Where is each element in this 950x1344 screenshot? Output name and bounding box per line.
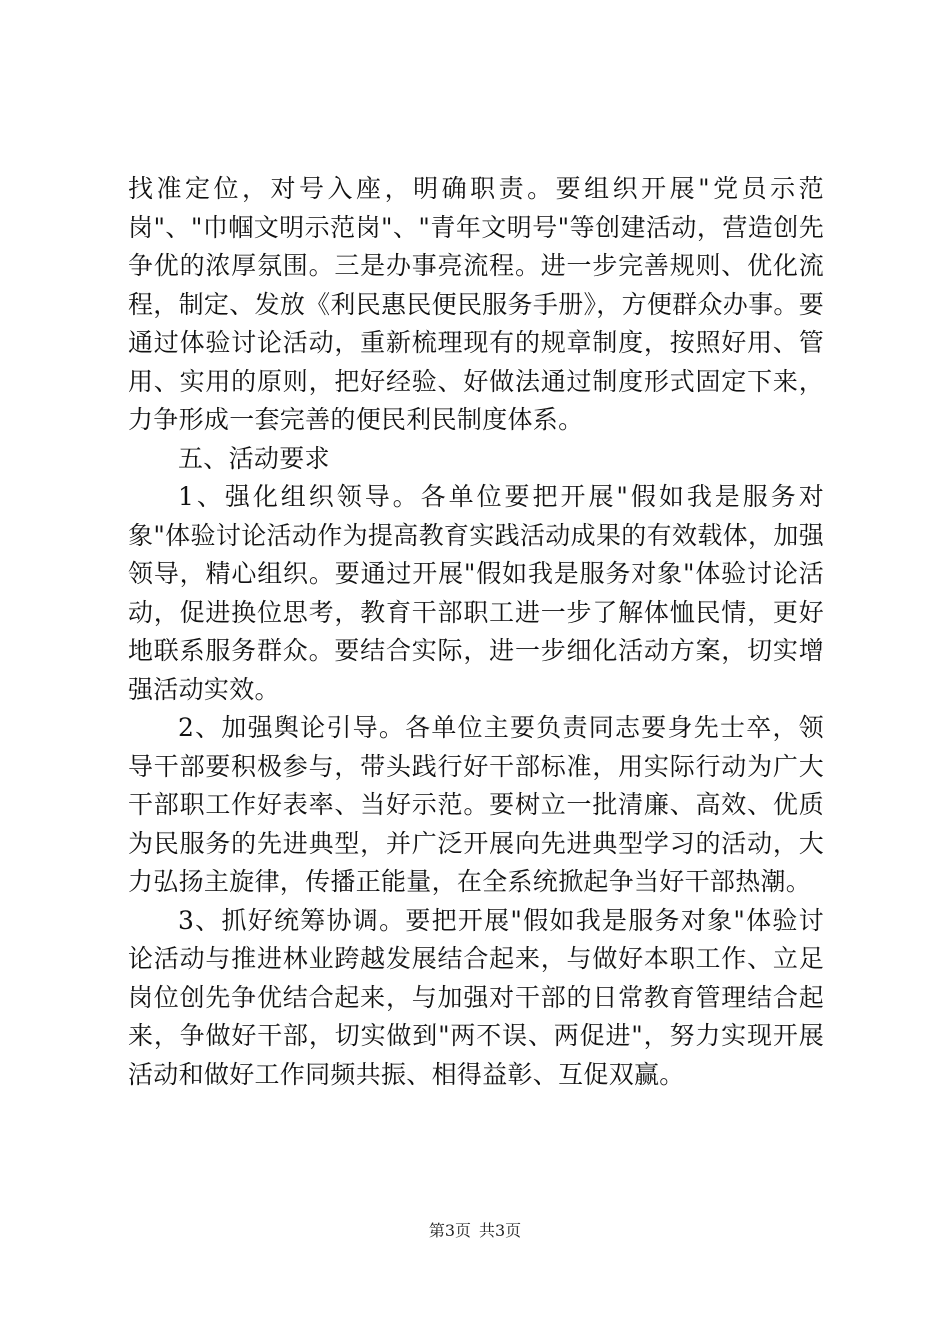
page-total: 共3页 bbox=[479, 1221, 522, 1240]
paragraph-requirement-2: 2、加强舆论引导。各单位主要负责同志要身先士卒，领导干部要积极参与，带头践行好干部标准，用实际行动为广大干部职工作好表率、当好示范。要树立一批清廉、高效、优质为民服务的先进典型，并广泛开展向先进典型学习的活动，大力弘扬主旋律，传播正能量，在全系统掀起争当好干部热潮。 bbox=[128, 713, 824, 896]
page-footer bbox=[0, 1218, 950, 1241]
paragraph-requirement-3: 3、抓好统筹协调。要把开展"假如我是服务对象"体验讨论活动与推进林业跨越发展结合起来，与做好本职工作、立足岗位创先争优结合起来，与加强对干部的日常教育管理结合起来，争做好干部，切实做到"两不误、两促进"，努力实现开展活动和做好工作同频共振、相得益彰、互促双赢。 bbox=[128, 905, 824, 1089]
paragraph-requirement-1: 1、强化组织领导。各单位要把开展"假如我是服务对象"体验讨论活动作为提高教育实践活动成果的有效载体，加强领导，精心组织。要通过开展"假如我是服务对象"体验讨论活动，促进换位思考，教育干部职工进一步了解体恤民情，更好地联系服务群众。要结合实际，进一步细化活动方案，切实增强活动实效。 bbox=[128, 482, 824, 704]
page-number: 第3页 bbox=[428, 1221, 471, 1240]
document-body bbox=[128, 170, 824, 1094]
section-heading: 五、活动要求 bbox=[178, 443, 330, 473]
paragraph-continuation: 找准定位，对号入座，明确职责。要组织开展"党员示范岗"、"巾帼文明示范岗"、"青年文明号"等创建活动，营造创先争优的浓厚氛围。三是办事亮流程。进一步完善规则、优化流程，制定、发放《利民惠民便民服务手册》，方便群众办事。要通过体验讨论活动，重新梳理现有的规章制度，按照好用、管用、实用的原则，把好经验、好做法通过制度形式固定下来，力争形成一套完善的便民利民制度体系。 bbox=[128, 174, 824, 434]
